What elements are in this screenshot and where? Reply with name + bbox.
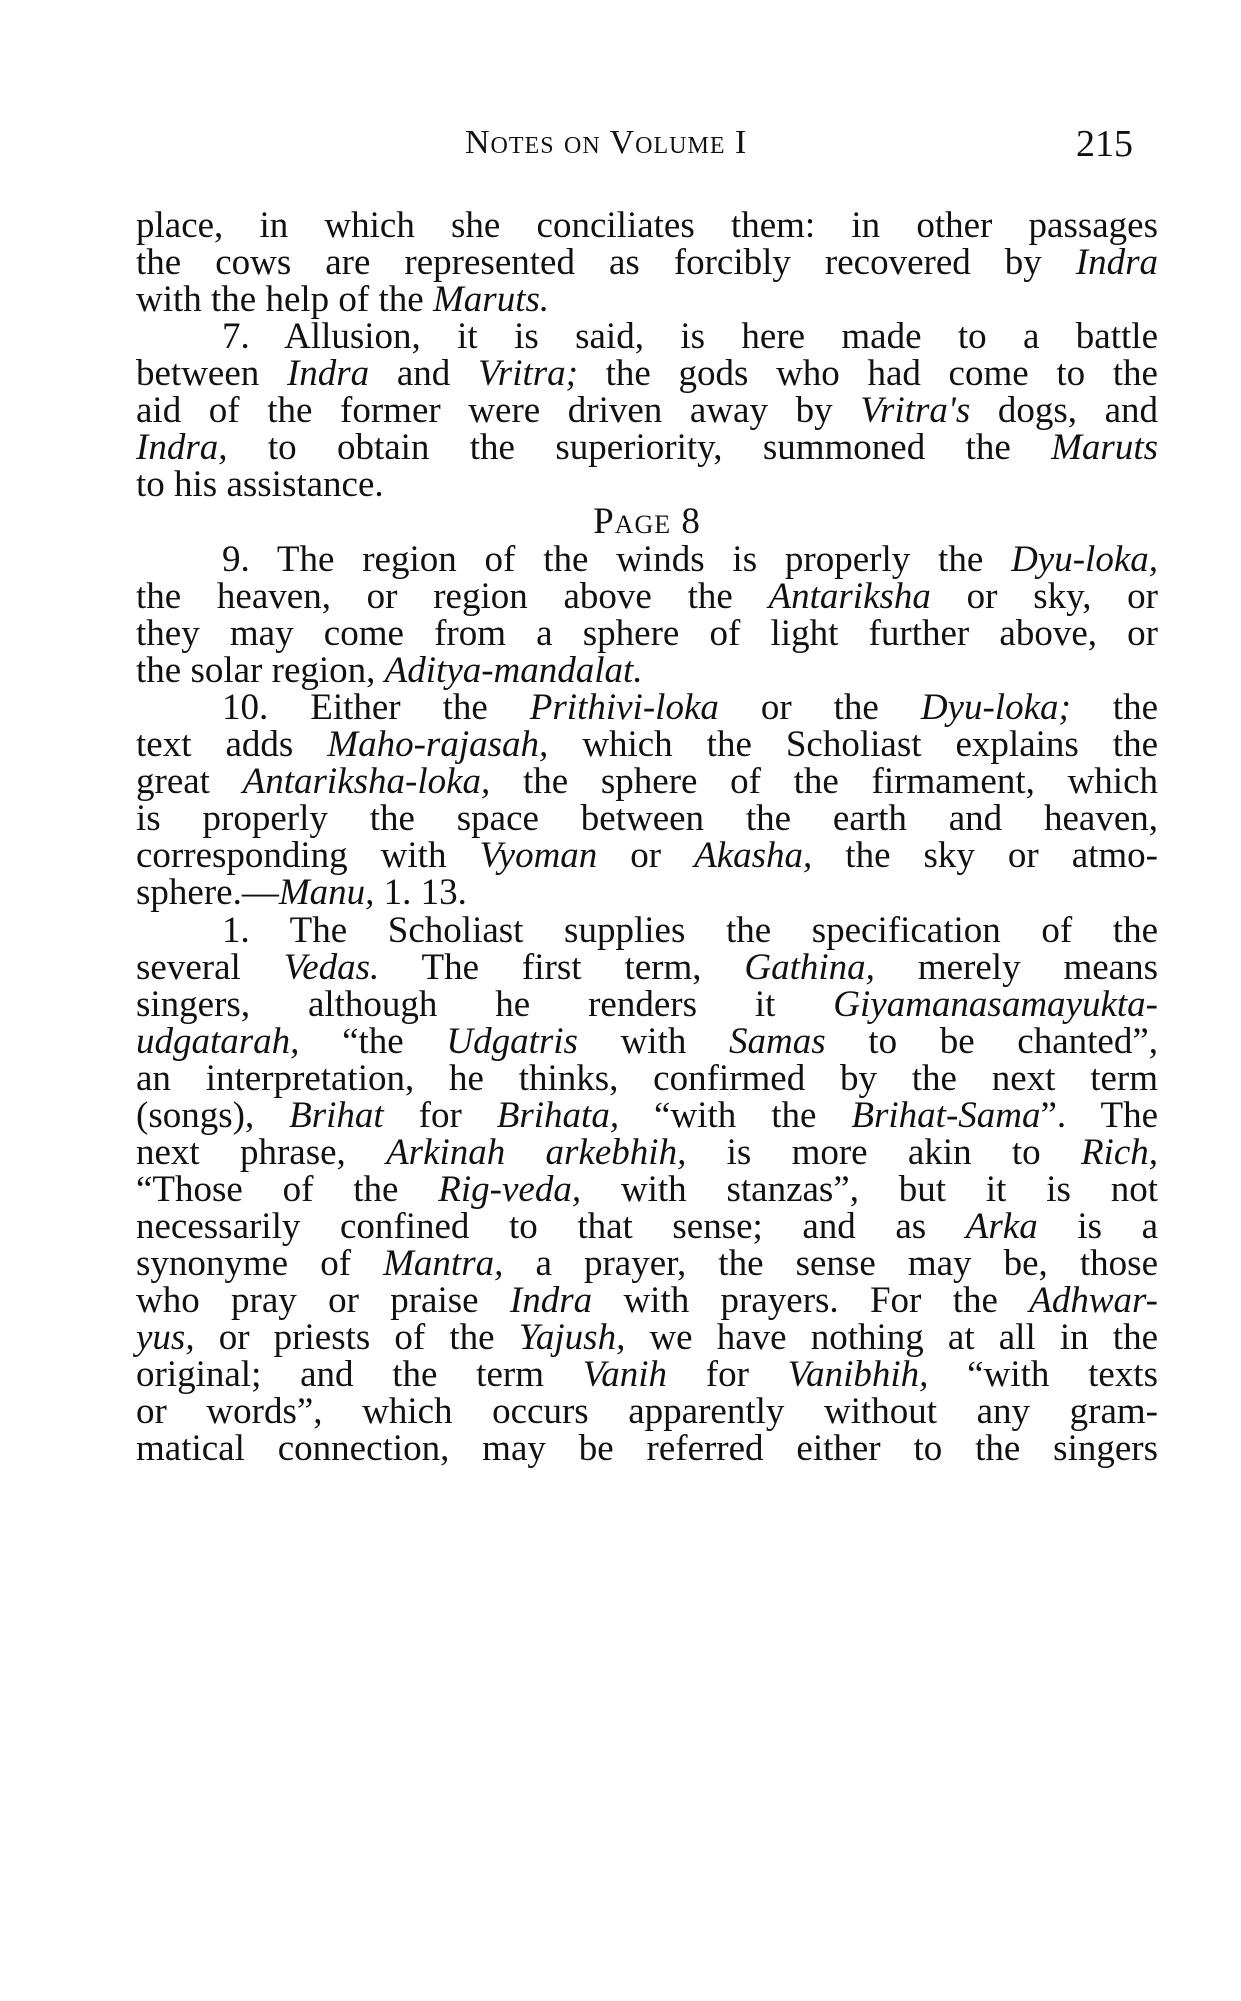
text-run: “the [299, 1021, 447, 1062]
text-run: or [597, 835, 695, 876]
text-run: (songs), [136, 1095, 290, 1136]
text-run: the heaven, or region above the [136, 576, 769, 617]
text-run: 9. The region of the winds is properly the [222, 539, 1012, 580]
text-run: with [577, 1021, 730, 1062]
text-run: is a [1037, 1206, 1158, 1247]
italic-term: Yajush, [518, 1317, 626, 1358]
italic-term: Vanih [582, 1354, 668, 1395]
italic-term: Vritra's [860, 390, 971, 431]
italic-term: Samas [729, 1021, 826, 1062]
italic-term: Antariksha [768, 576, 931, 617]
text-run: great [136, 761, 243, 802]
text-run: and [369, 353, 478, 394]
text-run: for [667, 1354, 788, 1395]
italic-term: Vanibhih, [787, 1354, 929, 1395]
text-run: corresponding with [136, 835, 480, 876]
italic-term: Indra [509, 1280, 593, 1321]
text-run: merely means [874, 947, 1158, 988]
italic-term: Brihat [289, 1095, 384, 1136]
text-run: to be chanted”, [825, 1021, 1159, 1062]
italic-term: Maruts. [432, 279, 550, 320]
text-run: with prayers. For the [592, 1280, 1030, 1321]
text-run: 1. 13. [374, 872, 467, 913]
text-run: who pray or praise [136, 1280, 510, 1321]
text-run: original; and the term [136, 1354, 583, 1395]
text-run: they may come from a sphere of light further above, or [136, 613, 1158, 654]
italic-term: Brihata, [496, 1095, 620, 1136]
text-run: to obtain the superiority, summoned the [227, 427, 1052, 468]
italic-term: Arka [965, 1206, 1038, 1247]
italic-term: Rich, [1080, 1132, 1158, 1173]
italic-term: Antariksha-loka, [242, 761, 491, 802]
text-run: which the Scholiast explains the [548, 724, 1158, 765]
italic-term: Maruts [1051, 427, 1158, 468]
text-run: next phrase, [136, 1132, 387, 1173]
text-run: or the [718, 687, 921, 728]
italic-term: Giyamanasamayukta- [833, 984, 1158, 1025]
italic-term: Indra, [136, 427, 228, 468]
text-run: with stanzas”, but it is not [581, 1169, 1158, 1210]
text-run: dogs, and [970, 390, 1158, 431]
text-run: synonyme of [136, 1243, 384, 1284]
text-run: a prayer, the sense may be, those [503, 1243, 1158, 1284]
italic-term: Dyu-loka; [920, 687, 1071, 728]
text-run: text adds [136, 724, 328, 765]
italic-term: Udgatris [446, 1021, 578, 1062]
text-run: or words”, which occurs apparently without any gram- [136, 1391, 1158, 1432]
text-run: the solar region, [136, 650, 385, 691]
italic-term: Rig-veda, [438, 1169, 582, 1210]
page-number: 215 [1076, 123, 1133, 165]
text-run: “Those of the [136, 1169, 439, 1210]
italic-term: Vritra; [477, 353, 578, 394]
text-run: matical connection, may be referred either to the singers [136, 1428, 1158, 1469]
text-run: The first term, [379, 947, 745, 988]
text-run: or sky, or [930, 576, 1158, 617]
text-run: the sky or atmo- [812, 835, 1158, 876]
text-run: is properly the space between the earth and heaven, [136, 798, 1158, 839]
text-run: several [136, 947, 284, 988]
text-run: the cows are represented as forcibly recovered by [136, 242, 1076, 283]
italic-term: Aditya-mandalat. [384, 650, 643, 691]
italic-term: Adhwar- [1029, 1280, 1158, 1321]
italic-term: Indra [286, 353, 370, 394]
text-run: we have nothing at all in the [625, 1317, 1158, 1358]
running-head: Notes on Volume I [465, 124, 748, 161]
italic-term: Manu, [278, 872, 375, 913]
text-run: place, in which she conciliates them: in other passages [136, 205, 1158, 246]
text-run: with the help of the [136, 279, 433, 320]
text-run: ”. The [1040, 1095, 1158, 1136]
text-run: “with the [619, 1095, 852, 1136]
text-run: for [383, 1095, 497, 1136]
text-run: the gods who had come to the [577, 353, 1158, 394]
italic-term: udgatarah, [136, 1021, 300, 1062]
text-run: the sphere of the firmament, which [490, 761, 1158, 802]
italic-term: Prithivi-loka [529, 687, 719, 728]
text-run: sphere.— [136, 872, 279, 913]
italic-term: Mantra, [383, 1243, 504, 1284]
text-run: 10. Either the [222, 687, 530, 728]
text-run: or priests of the [194, 1317, 519, 1358]
italic-term: Maho-rajasah, [327, 724, 549, 765]
text-run: the [1070, 687, 1159, 728]
italic-term: Vedas. [283, 947, 380, 988]
text-run: Page 8 [593, 501, 701, 542]
text-run: aid of the former were driven away by [136, 390, 861, 431]
italic-term: Indra [1075, 242, 1158, 283]
italic-term: Brihat-Sama [851, 1095, 1041, 1136]
text-run: 1. The Scholiast supplies the specification of the [222, 910, 1158, 951]
text-run: necessarily confined to that sense; and as [136, 1206, 966, 1247]
text-run: an interpretation, he thinks, confirmed by the next term [136, 1058, 1158, 1099]
text-run: between [136, 353, 287, 394]
text-run: is more akin to [686, 1132, 1081, 1173]
italic-term: Arkinah arkebhih, [386, 1132, 687, 1173]
italic-term: Gathina, [744, 947, 875, 988]
italic-term: Vyoman [479, 835, 598, 876]
italic-term: Akasha, [694, 835, 813, 876]
text-run: to his assistance. [136, 464, 384, 505]
text-run: “with texts [928, 1354, 1158, 1395]
italic-term: yus, [136, 1317, 195, 1358]
text-run: singers, although he renders it [136, 984, 834, 1025]
text-line [136, 1425, 1158, 1473]
text-run: 7. Allusion, it is said, is here made to a battle [222, 316, 1158, 357]
italic-term: Dyu-loka, [1011, 539, 1158, 580]
